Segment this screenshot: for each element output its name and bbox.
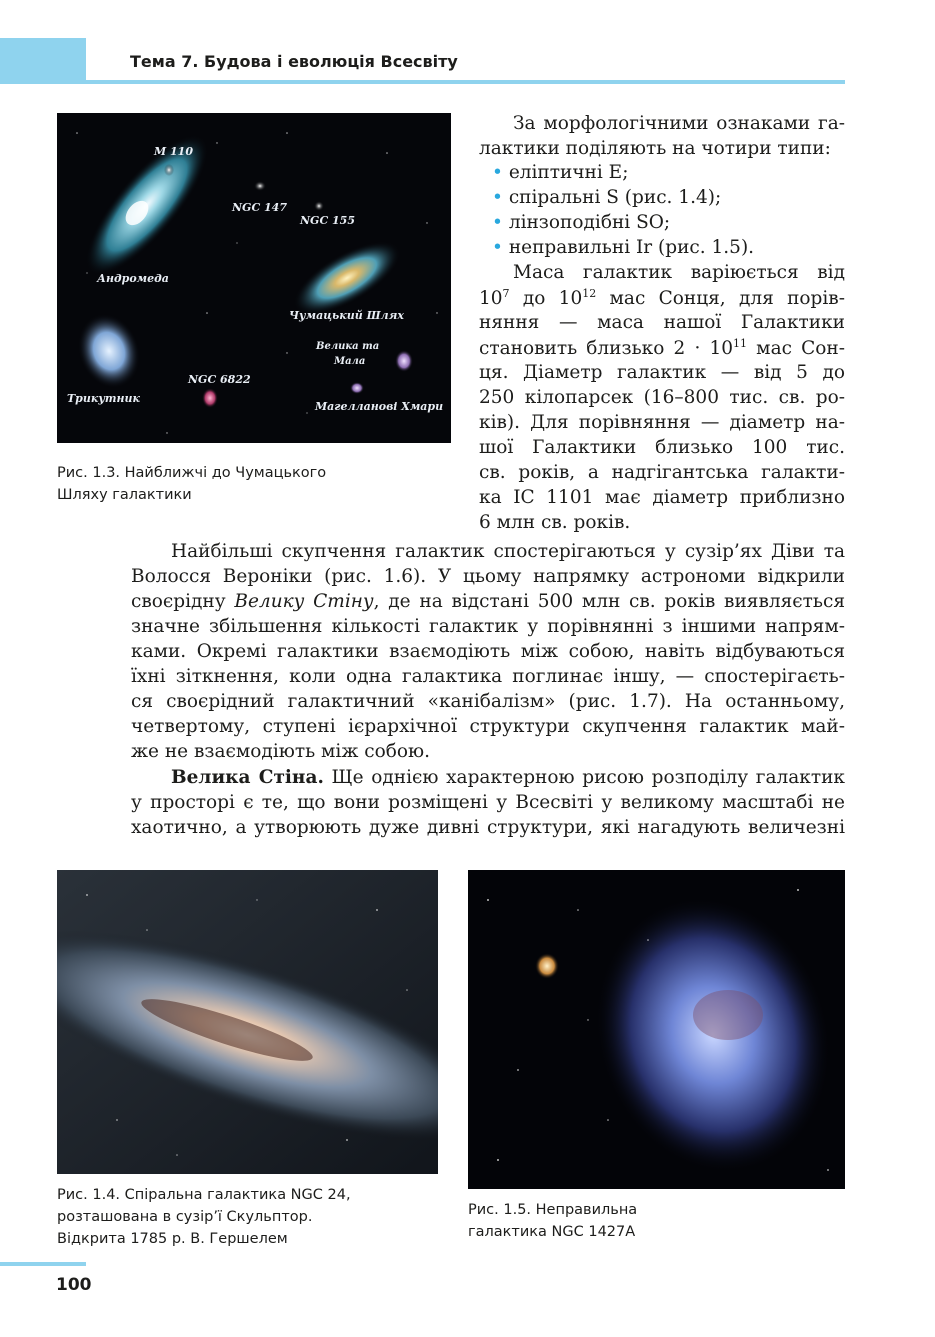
type-list-item: • спіральні S (рис. 1.4); <box>492 187 722 208</box>
header-rule <box>86 80 845 84</box>
chapter-title: Тема 7. Будова і еволюція Всесвіту <box>130 52 458 71</box>
section-heading-great-wall: Велика Стіна. <box>171 767 324 788</box>
type-list-item: • еліптичні E; <box>492 162 629 183</box>
footer-rule <box>0 1262 86 1266</box>
figure-1-5-image <box>468 870 845 1189</box>
label-magellanic-2: Мала <box>334 356 366 367</box>
label-ngc147: NGC 147 <box>232 201 287 214</box>
type-list-item: • неправильні Ir (рис. 1.5). <box>492 237 755 258</box>
page-number: 100 <box>56 1275 92 1295</box>
label-magellanic-3: Магелланові Хмари <box>315 400 444 413</box>
label-triangulum: Трикутник <box>67 392 140 405</box>
header-color-tab <box>0 38 86 84</box>
bullet-icon: • <box>492 162 503 183</box>
figure-1-4-image <box>57 870 438 1174</box>
label-milky-way: Чумацький Шлях <box>289 309 404 322</box>
type-list-item: • лінзоподібні SO; <box>492 212 671 233</box>
bullet-icon: • <box>492 212 503 233</box>
figure-1-3-caption: Рис. 1.3. Найближчі до Чумацького Шляху галактики <box>57 465 327 503</box>
label-m110: M 110 <box>154 145 193 158</box>
bullet-icon: • <box>492 237 503 258</box>
figure-1-3-image <box>57 113 451 443</box>
label-ngc155: NGC 155 <box>300 214 355 227</box>
label-ngc6822: NGC 6822 <box>188 373 251 386</box>
label-andromeda: Андромеда <box>97 272 169 285</box>
figure-1-5-caption: Рис. 1.5. Неправильна галактика NGC 1427A <box>468 1202 638 1240</box>
label-magellanic-1: Велика та <box>316 341 380 352</box>
bullet-icon: • <box>492 187 503 208</box>
term-great-wall: Велику Стіну <box>234 591 374 612</box>
figure-1-4-caption: Рис. 1.4. Спіральна галактика NGC 24, розташована в сузір’ї Скульптор. Відкрита 1785 р. В. Гершелем <box>57 1187 351 1247</box>
